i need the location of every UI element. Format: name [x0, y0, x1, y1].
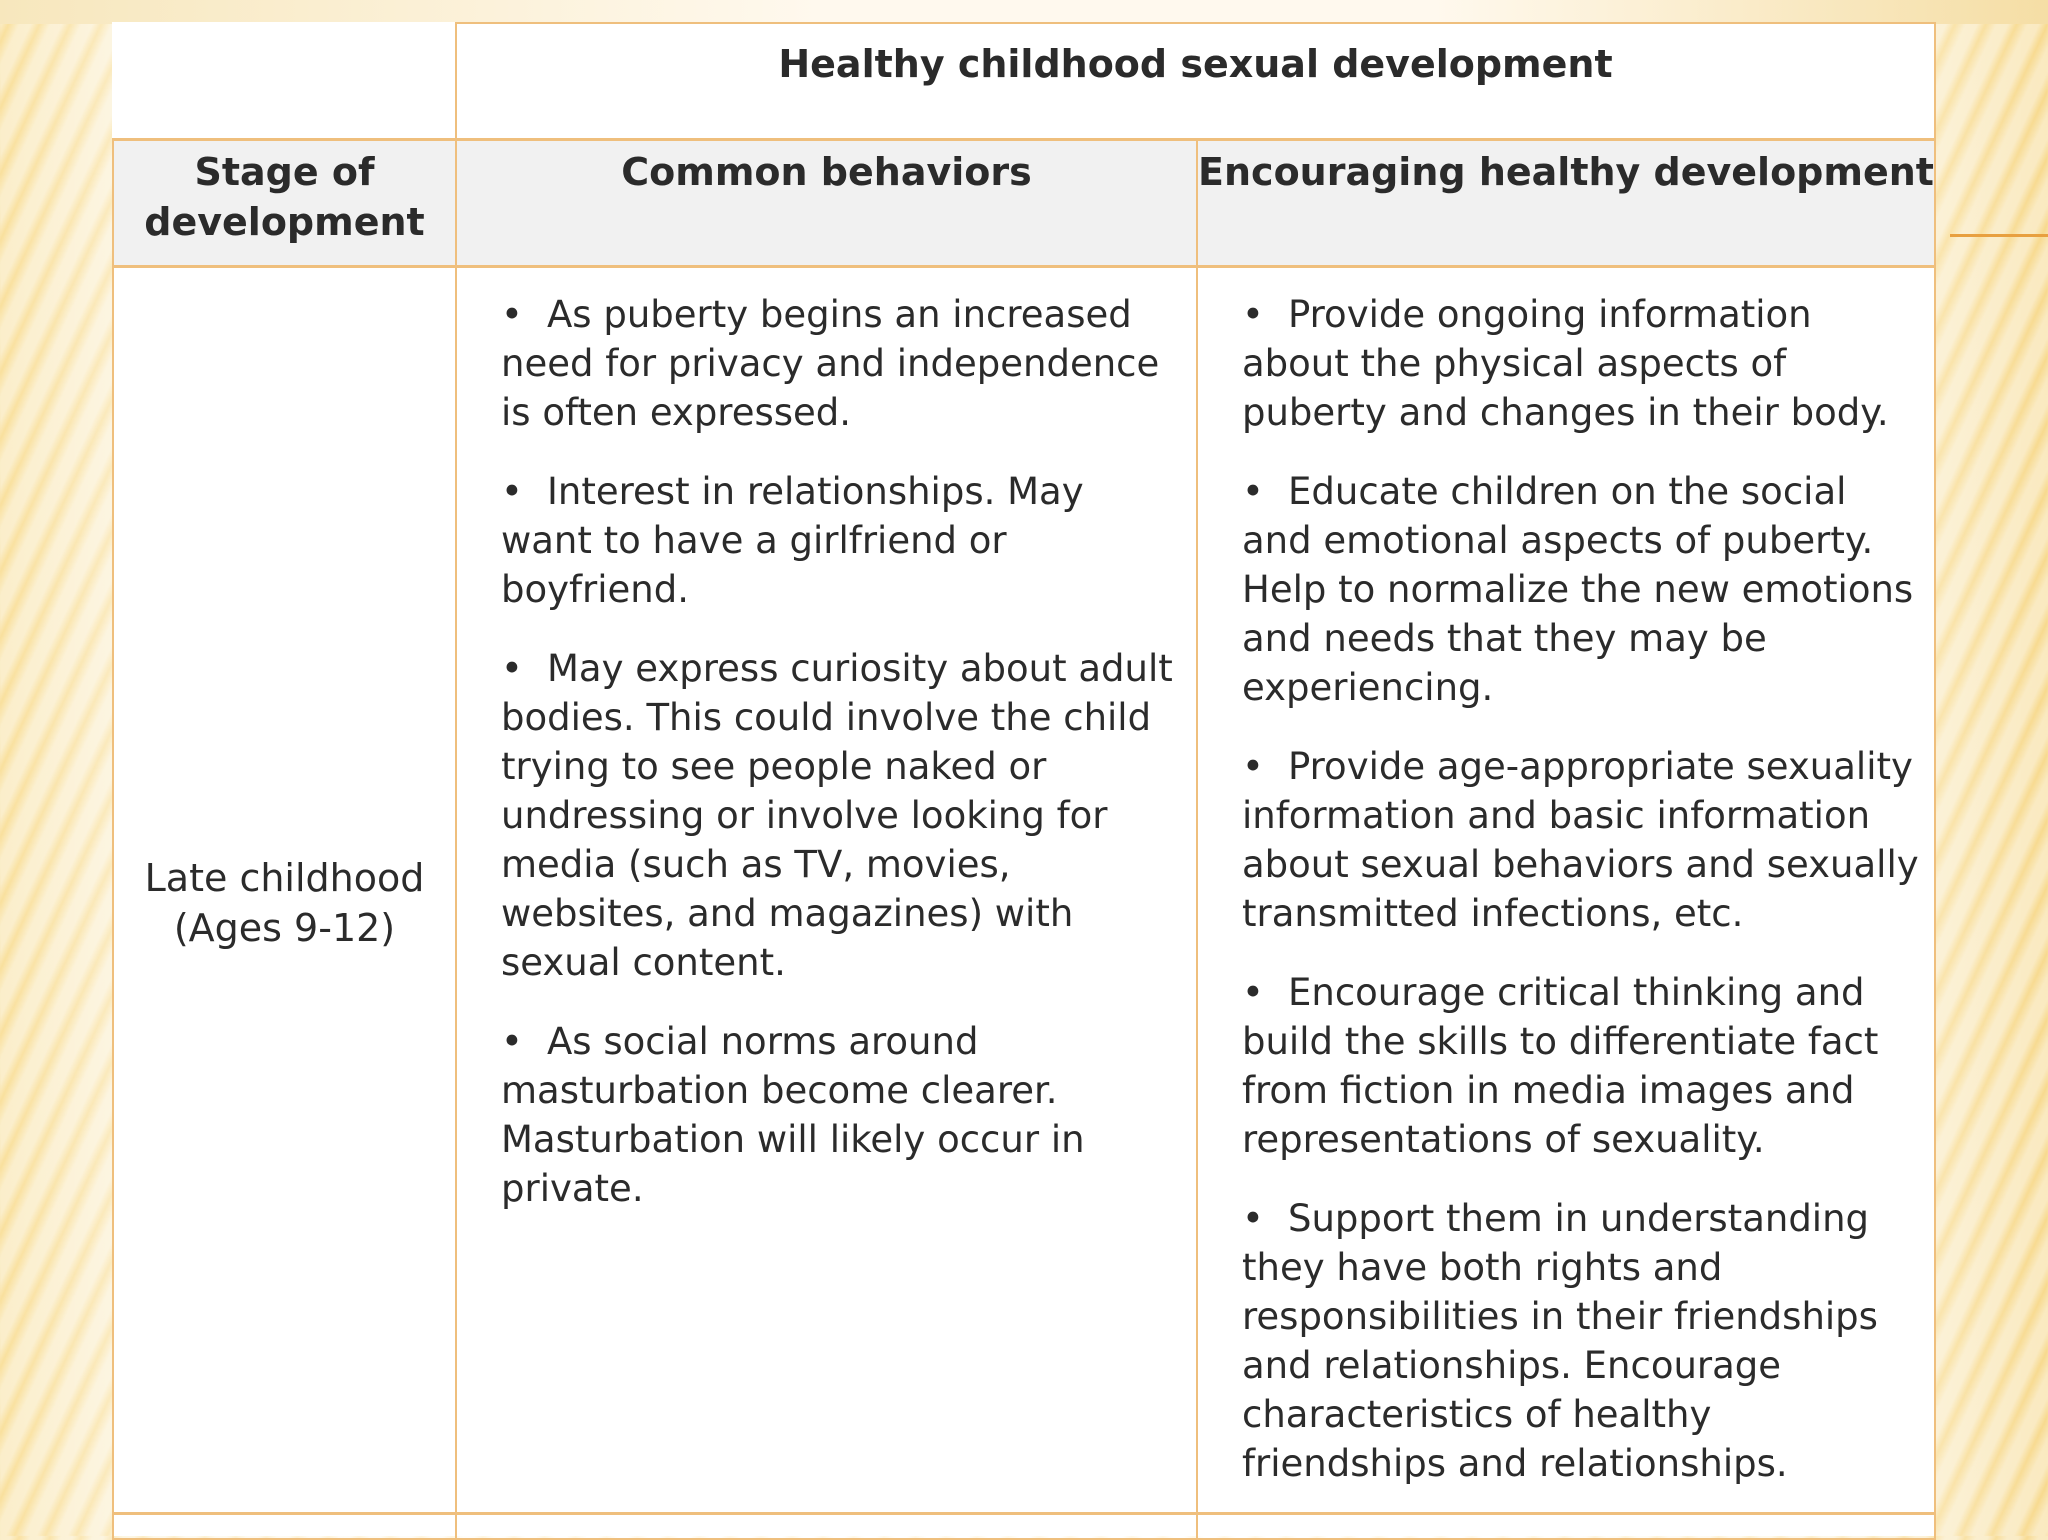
list-item: • May express curiosity about adult bodies. This could involve the child trying to see people naked or undressing or involve looking for media (such as TV, movies, websites, and magazines) with sexual content.	[501, 644, 1182, 987]
header-encouraging: Encouraging healthy development	[1197, 140, 1935, 267]
bullet-icon: •	[1242, 971, 1264, 1014]
bullet-icon: •	[1242, 1197, 1264, 1240]
list-item: • Provide age-appropriate sexuality information and basic information about sexual behaviors and sexually transmitted infections, etc.	[1242, 742, 1920, 938]
list-item: • Provide ongoing information about the physical aspects of puberty and changes in their body.	[1242, 290, 1920, 437]
list-item: • Encourage critical thinking and build the skills to differentiate fact from fiction in media images and representations of sexuality.	[1242, 968, 1920, 1164]
bullet-icon: •	[1242, 293, 1264, 336]
slide-top-band	[0, 0, 2048, 24]
development-table	[112, 22, 1936, 1540]
title-row	[113, 23, 1935, 140]
header-stage: Stage of development	[113, 140, 456, 267]
behaviors-cell	[456, 267, 1197, 1539]
bullet-icon: •	[501, 1020, 523, 1063]
list-item: • Educate children on the social and emotional aspects of puberty. Help to normalize the new emotions and needs that they may be experiencing.	[1242, 467, 1920, 712]
header-behaviors: Common behaviors	[456, 140, 1197, 267]
bullet-icon: •	[501, 293, 523, 336]
stage-cell: Late childhood (Ages 9-12)	[113, 267, 456, 1539]
bullet-icon: •	[501, 647, 523, 690]
table-row	[113, 267, 1935, 1539]
list-item: • As puberty begins an increased need for privacy and independence is often expressed.	[501, 290, 1182, 437]
slide-accent-line	[1950, 234, 2048, 237]
header-row	[113, 140, 1935, 267]
list-item: • Support them in understanding they have both rights and responsibilities in their friendships and relationships. Encourage characteristics of healthy friendships and relationships.	[1242, 1194, 1920, 1488]
table-bottom-border	[112, 1512, 1934, 1515]
bullet-icon: •	[1242, 470, 1264, 513]
list-item: • Interest in relationships. May want to have a girlfriend or boyfriend.	[501, 467, 1182, 614]
encouraging-cell	[1197, 267, 1935, 1539]
title-spacer	[113, 23, 456, 140]
bullet-icon: •	[501, 470, 523, 513]
table-title: Healthy childhood sexual development	[456, 23, 1935, 140]
list-item: • As social norms around masturbation become clearer. Masturbation will likely occur in private.	[501, 1017, 1182, 1213]
bullet-icon: •	[1242, 745, 1264, 788]
slide-content	[112, 22, 1934, 1536]
